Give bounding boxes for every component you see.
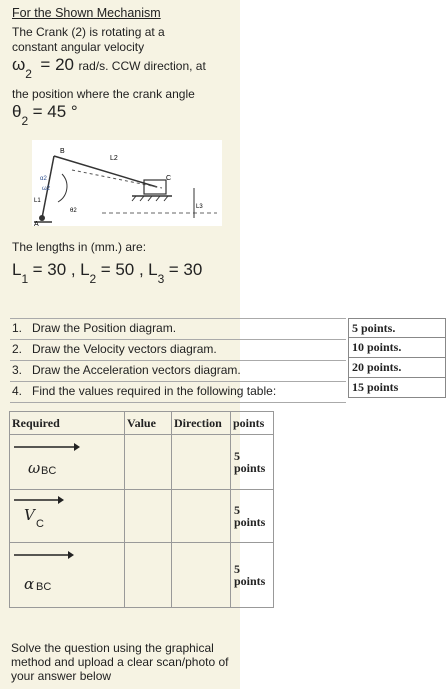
direction-cell[interactable] [172, 543, 231, 608]
mechanism-diagram [32, 140, 222, 226]
label-theta2: θ2 [70, 208, 77, 214]
required-cell [10, 435, 125, 490]
points-cell [231, 490, 274, 543]
table-row [10, 435, 274, 490]
task-number: 2. [12, 342, 23, 356]
points-cell [231, 435, 274, 490]
L1-value: = 30 , [32, 260, 76, 279]
label-L2: L2 [110, 155, 118, 162]
task-item [10, 382, 346, 403]
required-cell [10, 543, 125, 608]
points-word: points [234, 461, 266, 475]
table-row [10, 543, 274, 608]
required-cell [10, 490, 125, 543]
intro-line-1: The Crank (2) is rotating at a [12, 25, 165, 39]
intro-line-2: constant angular velocity [12, 40, 145, 54]
omega-unit: rad/s. CCW direction, at [78, 59, 206, 73]
page-title: For the Shown Mechanism [12, 6, 161, 20]
L3-subscript: 3 [157, 272, 165, 286]
vector-arrow-icon [12, 494, 82, 506]
label-L3: L3 [196, 204, 203, 210]
theta-value: = 45 ° [32, 102, 78, 121]
task-text: Find the values required in the following table: [32, 384, 277, 398]
dashed-line [72, 170, 162, 188]
points-word: points [234, 515, 266, 529]
task-item [10, 361, 346, 382]
task-item [10, 319, 346, 340]
task-text: Draw the Position diagram. [32, 321, 177, 335]
theta-expression [12, 102, 78, 128]
task-text: Draw the Velocity vectors diagram. [32, 342, 217, 356]
value-cell[interactable] [125, 435, 172, 490]
points-cell [231, 543, 274, 608]
L1-subscript: 1 [21, 272, 29, 286]
task-points: 20 points. [348, 358, 446, 378]
task-item [10, 340, 346, 361]
task-number: 1. [12, 321, 23, 335]
label-omega2: ω2 [42, 186, 51, 192]
label-C: C [166, 175, 172, 182]
L3-value: = 30 [168, 260, 203, 279]
header-value: Value [125, 412, 172, 435]
vector-arrow-icon [12, 441, 82, 453]
theta-symbol: θ [12, 102, 22, 121]
label-A: A [34, 221, 39, 226]
lengths-expression [12, 260, 203, 286]
angular-arrow [58, 174, 67, 202]
pivot-A [39, 215, 45, 221]
mechanism-drawing [32, 140, 222, 226]
table-row [10, 490, 274, 543]
points-word: points [234, 574, 266, 588]
omega-expression [12, 55, 206, 81]
omega-subscript: 2 [25, 67, 32, 81]
label-B: B [60, 148, 65, 155]
omega-symbol: ω [12, 55, 26, 74]
L1-symbol: L [12, 260, 22, 279]
alpha-bc-subscript: BC [36, 581, 52, 593]
table-header-row [10, 412, 274, 435]
points-number: 5 [234, 562, 240, 576]
value-cell[interactable] [125, 490, 172, 543]
direction-cell[interactable] [172, 490, 231, 543]
connecting-rod [54, 156, 157, 187]
points-number: 5 [234, 449, 240, 463]
label-L1: L1 [34, 198, 41, 204]
L2-value: = 50 , [100, 260, 144, 279]
vc-symbol: V [24, 506, 35, 524]
header-direction: Direction [172, 412, 231, 435]
header-points: points [231, 412, 274, 435]
task-points-column [348, 318, 446, 398]
label-alpha2: α2 [40, 176, 47, 182]
direction-cell[interactable] [172, 435, 231, 490]
task-list [10, 318, 346, 403]
header-required: Required [10, 412, 125, 435]
omega-bc-subscript: BC [41, 465, 57, 477]
instructions-footer: Solve the question using the graphical method and upload a clear scan/photo of your answer below [11, 641, 229, 683]
L2-symbol: L [80, 260, 90, 279]
task-points: 15 points [348, 378, 446, 398]
vector-arrow-icon [12, 549, 82, 561]
omega-value: = 20 [40, 55, 74, 74]
required-table [9, 411, 274, 608]
intro-line-4: the position where the crank angle [12, 87, 195, 101]
points-number: 5 [234, 503, 240, 517]
alpha-bc-symbol: α [24, 575, 35, 593]
lengths-heading: The lengths in (mm.) are: [12, 240, 147, 254]
omega-bc-symbol: ω [28, 459, 41, 477]
L2-subscript: 2 [89, 272, 97, 286]
task-text: Draw the Acceleration vectors diagram. [32, 363, 241, 377]
task-number: 3. [12, 363, 23, 377]
value-cell[interactable] [125, 543, 172, 608]
vc-subscript: C [36, 518, 44, 530]
task-points: 5 points. [348, 318, 446, 338]
task-points: 10 points. [348, 338, 446, 358]
task-number: 4. [12, 384, 23, 398]
L3-symbol: L [148, 260, 158, 279]
theta-subscript: 2 [21, 114, 29, 128]
